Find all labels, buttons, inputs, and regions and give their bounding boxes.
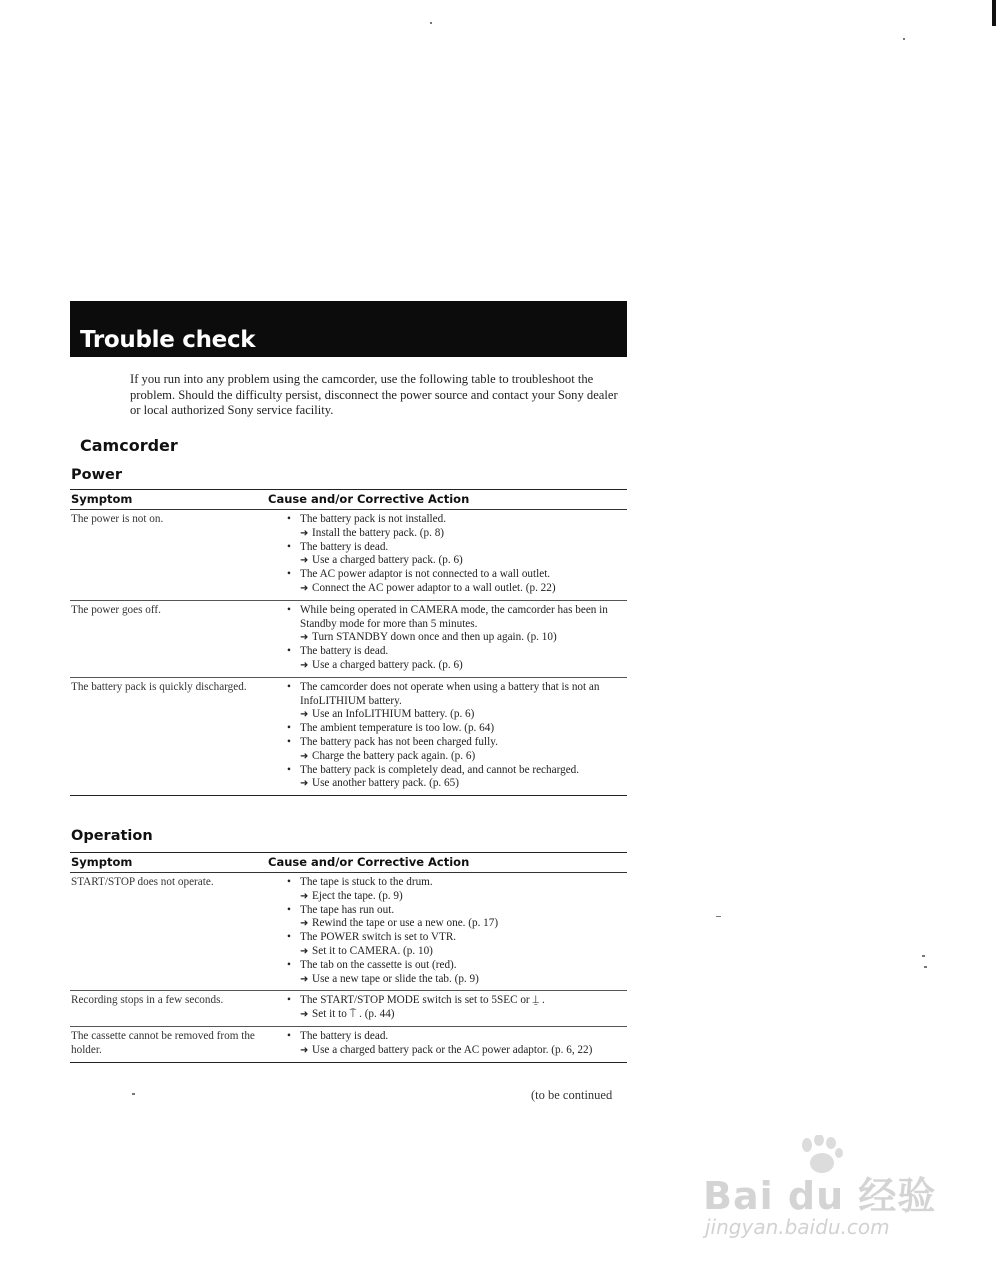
title-bar bbox=[70, 301, 627, 357]
bullet-icon: • bbox=[287, 876, 291, 888]
symptom-cell: The power goes off. bbox=[71, 603, 161, 616]
scan-speck bbox=[903, 38, 905, 40]
action-text: Use a charged battery pack. (p. 6) bbox=[312, 554, 463, 567]
page-edge-mark bbox=[992, 0, 996, 26]
operation-title: Operation bbox=[71, 828, 153, 844]
action-text: Use another battery pack. (p. 65) bbox=[312, 777, 459, 790]
arrow-icon: ➜ bbox=[300, 750, 309, 762]
cause-item bbox=[281, 1030, 627, 1044]
action-text: The battery pack is completely dead, and cannot be recharged. bbox=[300, 763, 580, 776]
bullet-icon: • bbox=[287, 568, 291, 581]
bullet-icon: • bbox=[287, 722, 291, 735]
cause-item bbox=[281, 541, 627, 555]
section-title: Camcorder bbox=[80, 436, 178, 455]
symptom-cell: START/STOP does not operate. bbox=[71, 876, 214, 888]
action-text: The POWER switch is set to VTR. bbox=[300, 931, 457, 944]
table-row bbox=[70, 991, 627, 1027]
power-table bbox=[70, 489, 627, 796]
power-title: Power bbox=[71, 467, 122, 483]
scan-speck bbox=[716, 916, 721, 917]
action-text: Eject the tape. (p. 9) bbox=[312, 889, 403, 902]
action-text: Rewind the tape or use a new one. (p. 17) bbox=[312, 917, 499, 930]
arrow-icon: ➜ bbox=[300, 582, 309, 594]
action-text: While being operated in CAMERA mode, the camcorder has been in Standby mode for more than 5 minutes. bbox=[300, 603, 608, 630]
scan-speck bbox=[924, 966, 927, 968]
cause-cell bbox=[281, 513, 627, 596]
arrow-icon: ➜ bbox=[300, 632, 309, 644]
table-row bbox=[70, 873, 627, 991]
symptom-cell: The cassette cannot be removed from the holder. bbox=[71, 1029, 255, 1056]
corrective-action bbox=[281, 708, 627, 722]
cause-item bbox=[281, 764, 627, 778]
arrow-icon: ➜ bbox=[300, 1009, 309, 1021]
cause-item bbox=[281, 568, 627, 582]
action-text: Connect the AC power adaptor to a wall outlet. (p. 22) bbox=[312, 581, 556, 594]
bullet-icon: • bbox=[287, 603, 291, 616]
cause-item bbox=[281, 645, 627, 659]
action-text: The battery is dead. bbox=[300, 540, 389, 553]
corrective-action bbox=[281, 1044, 627, 1058]
table-row bbox=[70, 1027, 627, 1063]
cause-item bbox=[281, 513, 627, 527]
arrow-icon: ➜ bbox=[300, 973, 309, 985]
action-text: The battery pack is not installed. bbox=[300, 513, 447, 525]
cause-item bbox=[281, 604, 627, 632]
cause-cell bbox=[281, 994, 627, 1022]
action-text: The AC power adaptor is not connected to a wall outlet. bbox=[300, 568, 551, 581]
cause-item bbox=[281, 904, 627, 918]
cause-item bbox=[281, 736, 627, 750]
arrow-icon: ➜ bbox=[300, 890, 309, 902]
symptom-header: Symptom bbox=[71, 855, 133, 869]
corrective-action bbox=[281, 973, 627, 987]
table-row bbox=[70, 601, 627, 678]
symptom-cell: Recording stops in a few seconds. bbox=[71, 994, 224, 1007]
corrective-action bbox=[281, 527, 627, 541]
bullet-icon: • bbox=[287, 1029, 291, 1042]
cause-cell bbox=[281, 1030, 627, 1058]
cause-cell bbox=[281, 876, 627, 986]
corrective-action bbox=[281, 631, 627, 645]
watermark-url: jingyan.baidu.com bbox=[705, 1215, 890, 1239]
cause-item bbox=[281, 994, 627, 1008]
bullet-icon: • bbox=[287, 513, 291, 525]
symptom-cell: The power is not on. bbox=[71, 513, 164, 525]
table-row bbox=[70, 678, 627, 796]
arrow-icon: ➜ bbox=[300, 945, 309, 957]
cause-cell bbox=[281, 604, 627, 673]
table-header bbox=[70, 490, 627, 510]
corrective-action bbox=[281, 554, 627, 568]
bullet-icon: • bbox=[287, 958, 291, 971]
corrective-action bbox=[281, 659, 627, 673]
baidu-watermark bbox=[703, 1135, 953, 1245]
bullet-icon: • bbox=[287, 735, 291, 748]
corrective-action bbox=[281, 1008, 627, 1022]
action-text: The camcorder does not operate when using a battery that is not an InfoLITHIUM battery. bbox=[300, 680, 600, 707]
cause-cell bbox=[281, 681, 627, 791]
action-text: The START/STOP MODE switch is set to 5SEC or ⍊ . bbox=[300, 994, 545, 1007]
action-text: The tape is stuck to the drum. bbox=[300, 876, 433, 888]
cause-item bbox=[281, 959, 627, 973]
action-text: The ambient temperature is too low. (p. 64) bbox=[300, 722, 495, 735]
scan-speck bbox=[430, 22, 432, 24]
arrow-icon: ➜ bbox=[300, 778, 309, 790]
bullet-icon: • bbox=[287, 540, 291, 553]
action-text: Use an InfoLITHIUM battery. (p. 6) bbox=[312, 708, 475, 721]
arrow-icon: ➜ bbox=[300, 1044, 309, 1056]
action-text: Use a charged battery pack or the AC power adaptor. (p. 6, 22) bbox=[312, 1043, 593, 1056]
bullet-icon: • bbox=[287, 763, 291, 776]
action-text: Charge the battery pack again. (p. 6) bbox=[312, 749, 476, 762]
action-text: Set it to CAMERA. (p. 10) bbox=[312, 944, 433, 957]
scan-speck bbox=[132, 1093, 135, 1095]
arrow-icon: ➜ bbox=[300, 918, 309, 930]
watermark-logo: Bai du 经验 bbox=[703, 1174, 937, 1218]
cause-item bbox=[281, 722, 627, 736]
action-text: Install the battery pack. (p. 8) bbox=[312, 526, 445, 539]
table-row bbox=[70, 510, 627, 601]
cause-item bbox=[281, 876, 627, 890]
corrective-action bbox=[281, 777, 627, 791]
arrow-icon: ➜ bbox=[300, 555, 309, 567]
symptom-cell: The battery pack is quickly discharged. bbox=[71, 680, 247, 693]
action-text: Turn STANDBY down once and then up again. (p. 10) bbox=[312, 631, 557, 644]
bullet-icon: • bbox=[287, 903, 291, 916]
action-text: Use a charged battery pack. (p. 6) bbox=[312, 658, 463, 671]
continued-note: (to be continued bbox=[531, 1088, 613, 1102]
action-text: The tape has run out. bbox=[300, 903, 395, 916]
action-text: The battery is dead. bbox=[300, 1029, 389, 1042]
action-text: Use a new tape or slide the tab. (p. 9) bbox=[312, 972, 479, 985]
operation-table bbox=[70, 852, 627, 1063]
bullet-icon: • bbox=[287, 645, 291, 658]
corrective-action bbox=[281, 945, 627, 959]
corrective-action bbox=[281, 750, 627, 764]
corrective-action bbox=[281, 582, 627, 596]
corrective-action bbox=[281, 890, 627, 904]
cause-item bbox=[281, 681, 627, 709]
arrow-icon: ➜ bbox=[300, 527, 309, 539]
corrective-action bbox=[281, 917, 627, 931]
arrow-icon: ➜ bbox=[300, 659, 309, 671]
cause-header: Cause and/or Corrective Action bbox=[268, 492, 470, 506]
cause-header: Cause and/or Corrective Action bbox=[268, 855, 470, 869]
symptom-header: Symptom bbox=[71, 492, 133, 506]
action-text: Set it to ⍑ . (p. 44) bbox=[312, 1008, 395, 1021]
action-text: The battery is dead. bbox=[300, 645, 389, 658]
table-header bbox=[70, 853, 627, 873]
bullet-icon: • bbox=[287, 680, 291, 693]
cause-item bbox=[281, 931, 627, 945]
intro-paragraph: If you run into any problem using the camcorder, use the following table to troubleshoot the problem. Should the difficulty persist, disconnect the power source and contact your Sony dealer or local authorized Sony service facility. bbox=[130, 372, 618, 417]
bullet-icon: • bbox=[287, 994, 291, 1007]
arrow-icon: ➜ bbox=[300, 709, 309, 721]
scan-speck bbox=[922, 955, 925, 957]
bullet-icon: • bbox=[287, 931, 291, 944]
action-text: The tab on the cassette is out (red). bbox=[300, 958, 457, 971]
action-text: The battery pack has not been charged fully. bbox=[300, 735, 498, 748]
page-title: Trouble check bbox=[80, 327, 256, 353]
